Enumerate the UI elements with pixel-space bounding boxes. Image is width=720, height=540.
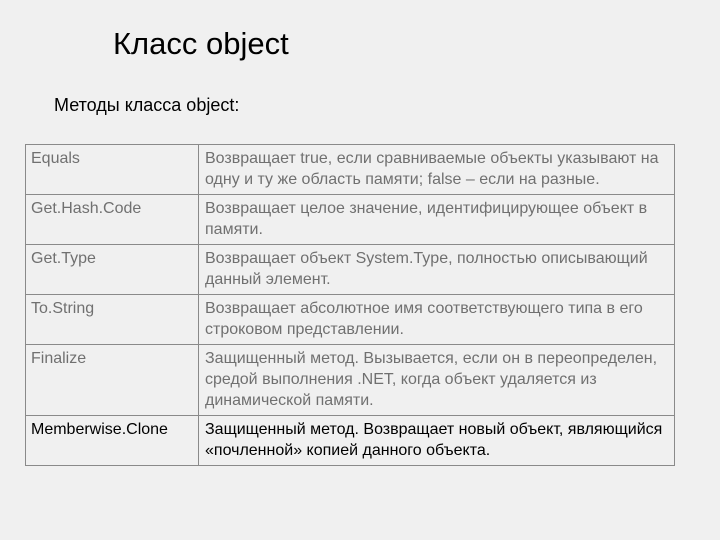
method-name: Get.Type — [26, 245, 199, 295]
method-name: Finalize — [26, 345, 199, 416]
method-name: Get.Hash.Code — [26, 195, 199, 245]
method-description: Возвращает true, если сравниваемые объекты указывают на одну и ту же область памяти; false – если на разные. — [199, 145, 675, 195]
table-row — [26, 416, 675, 466]
method-name: To.String — [26, 295, 199, 345]
table-row — [26, 345, 675, 416]
slide-subtitle: Методы класса object: — [54, 95, 240, 115]
table-row — [26, 245, 675, 295]
methods-table — [25, 144, 675, 466]
table-row — [26, 195, 675, 245]
method-description: Защищенный метод. Возвращает новый объект, являющийся «почленной» копией данного объекта. — [199, 416, 675, 466]
method-description: Возвращает целое значение, идентифицирующее объект в памяти. — [199, 195, 675, 245]
method-description: Защищенный метод. Вызывается, если он в переопределен, средой выполнения .NET, когда объект удаляется из динамической памяти. — [199, 345, 675, 416]
method-name: Memberwise.Clone — [26, 416, 199, 466]
method-description: Возвращает объект System.Type, полностью описывающий данный элемент. — [199, 245, 675, 295]
method-description: Возвращает абсолютное имя соответствующего типа в его строковом представлении. — [199, 295, 675, 345]
table-row — [26, 295, 675, 345]
slide-title: Класс object — [113, 26, 289, 61]
method-name: Equals — [26, 145, 199, 195]
table-row — [26, 145, 675, 195]
